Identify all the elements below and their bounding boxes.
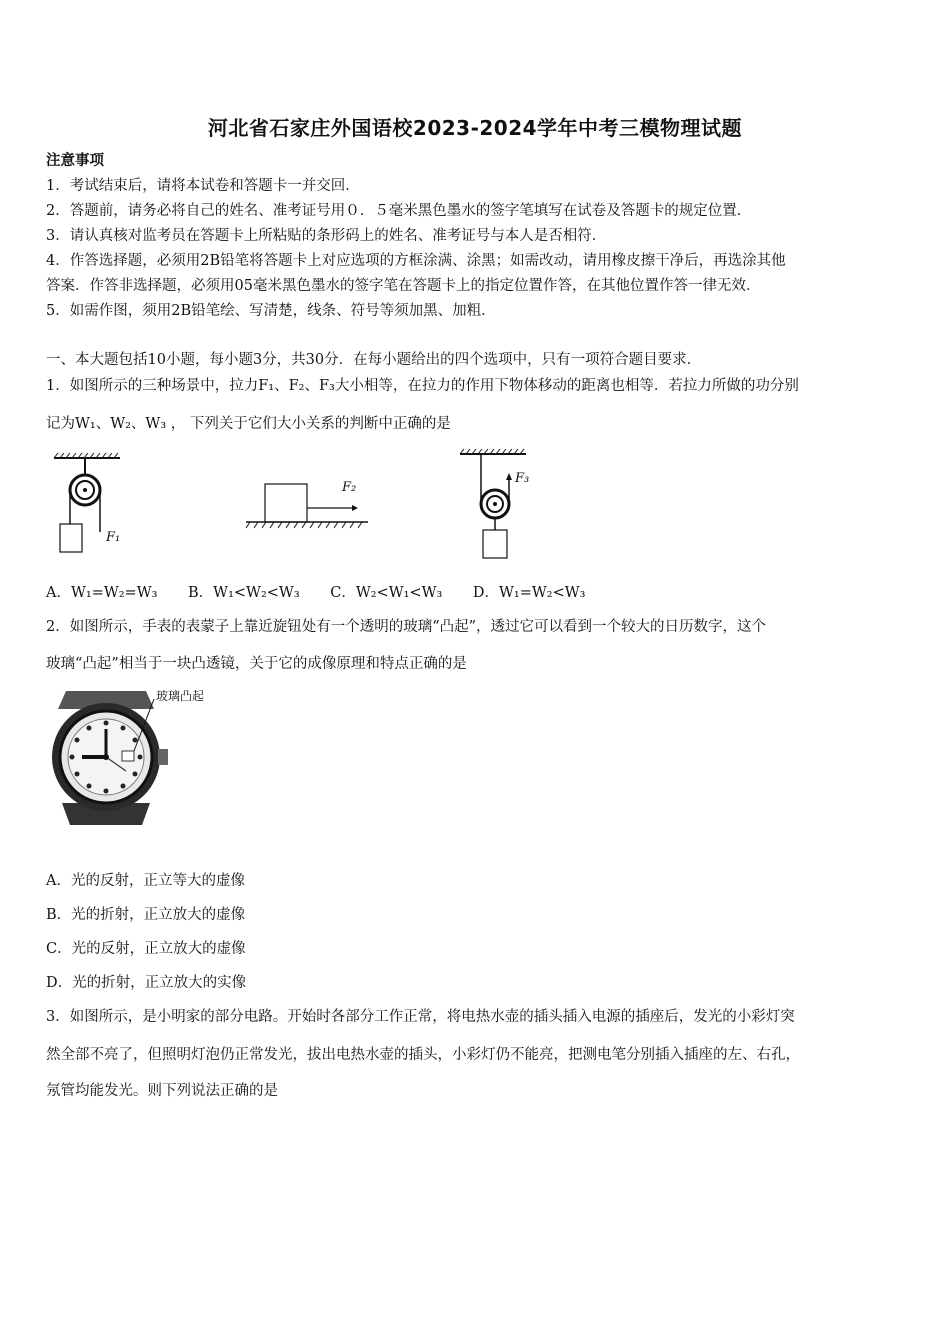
notice-item: 答案．作答非选择题，必须用05毫米黑色墨水的签字笔在答题卡上的指定位置作答，在其他位置作答一律无效． [46, 278, 761, 294]
q3-text-line2: 然全部不亮了，但照明灯泡仍正常发光，拔出电热水壶的插头，小彩灯仍不能亮，把测电笔分别插入插座的左、右孔， [46, 1047, 800, 1063]
q2-text-line1: 2．如图所示，手表的表蒙子上靠近旋钮处有一个透明的玻璃“凸起”，透过它可以看到一个较大的日历数字，这个 [46, 619, 767, 635]
force-label-f1: F₁ [106, 530, 121, 545]
force-label-f3: F₃ [515, 471, 530, 486]
q1-option-c[interactable]: C．W₂<W₁<W₃ [330, 585, 443, 601]
q1-option-b[interactable]: B．W₁<W₂<W₃ [188, 585, 300, 601]
q2-option-a[interactable]: A．光的反射，正立等大的虚像 [46, 873, 245, 889]
q1-option-a[interactable]: A．W₁=W₂=W₃ [46, 585, 158, 601]
q2-option-c[interactable]: C．光的反射，正立放大的虚像 [46, 941, 246, 957]
notice-item: 4．作答选择题，必须用2B铅笔将答题卡上对应选项的方框涂满、涂黑；如需改动，请用橡皮擦干净后，再选涂其他 [46, 253, 786, 269]
q1-option-d[interactable]: D．W₁=W₂<W₃ [472, 585, 586, 601]
notice-heading: 注意事项 [46, 152, 104, 169]
q1-text-line2: 记为W₁、W₂、W₃ ， 下列关于它们大小关系的判断中正确的是 [46, 416, 451, 432]
page-title: 河北省石家庄外国语校2023-2024学年中考三模物理试题 [207, 116, 743, 140]
force-label-f2: F₂ [342, 480, 357, 495]
notice-item: 2．答题前，请务必将自己的姓名、准考证号用０．５毫米黑色墨水的签字笔填写在试卷及答题卡的规定位置． [46, 203, 752, 219]
watch-photo [46, 685, 216, 827]
section-heading: 一、本大题包括10小题，每小题3分，共30分．在每小题给出的四个选项中，只有一项符合题目要求． [46, 352, 702, 368]
q2-option-b[interactable]: B．光的折射，正立放大的虚像 [46, 907, 246, 923]
q1-text-line1: 1．如图所示的三种场景中，拉力F₁、F₂、F₃大小相等，在拉力的作用下物体移动的距离也相等．若拉力所做的功分别 [46, 378, 799, 394]
q2-text-line2: 玻璃“凸起”相当于一块凸透镜，关于它的成像原理和特点正确的是 [46, 656, 467, 672]
q3-text-line3: 氖管均能发光。则下列说法正确的是 [46, 1083, 278, 1099]
notice-item: 5．如需作图，须用2B铅笔绘、写清楚，线条、符号等须加黑、加粗． [46, 303, 496, 319]
notice-item: 1．考试结束后，请将本试卷和答题卡一并交回． [46, 178, 360, 194]
q1-options [46, 581, 611, 602]
glass-bump-label: 玻璃凸起 [156, 689, 205, 703]
movable-pulley-figure [456, 448, 536, 562]
notice-item: 3．请认真核对监考员在答题卡上所粘贴的条形码上的姓名、准考证号与本人是否相符． [46, 228, 607, 244]
q3-text-line1: 3．如图所示，是小明家的部分电路。开始时各部分工作正常，将电热水壶的插头插入电源的插座后，发光的小彩灯突 [46, 1009, 795, 1025]
q2-option-d[interactable]: D．光的折射，正立放大的实像 [46, 975, 247, 991]
